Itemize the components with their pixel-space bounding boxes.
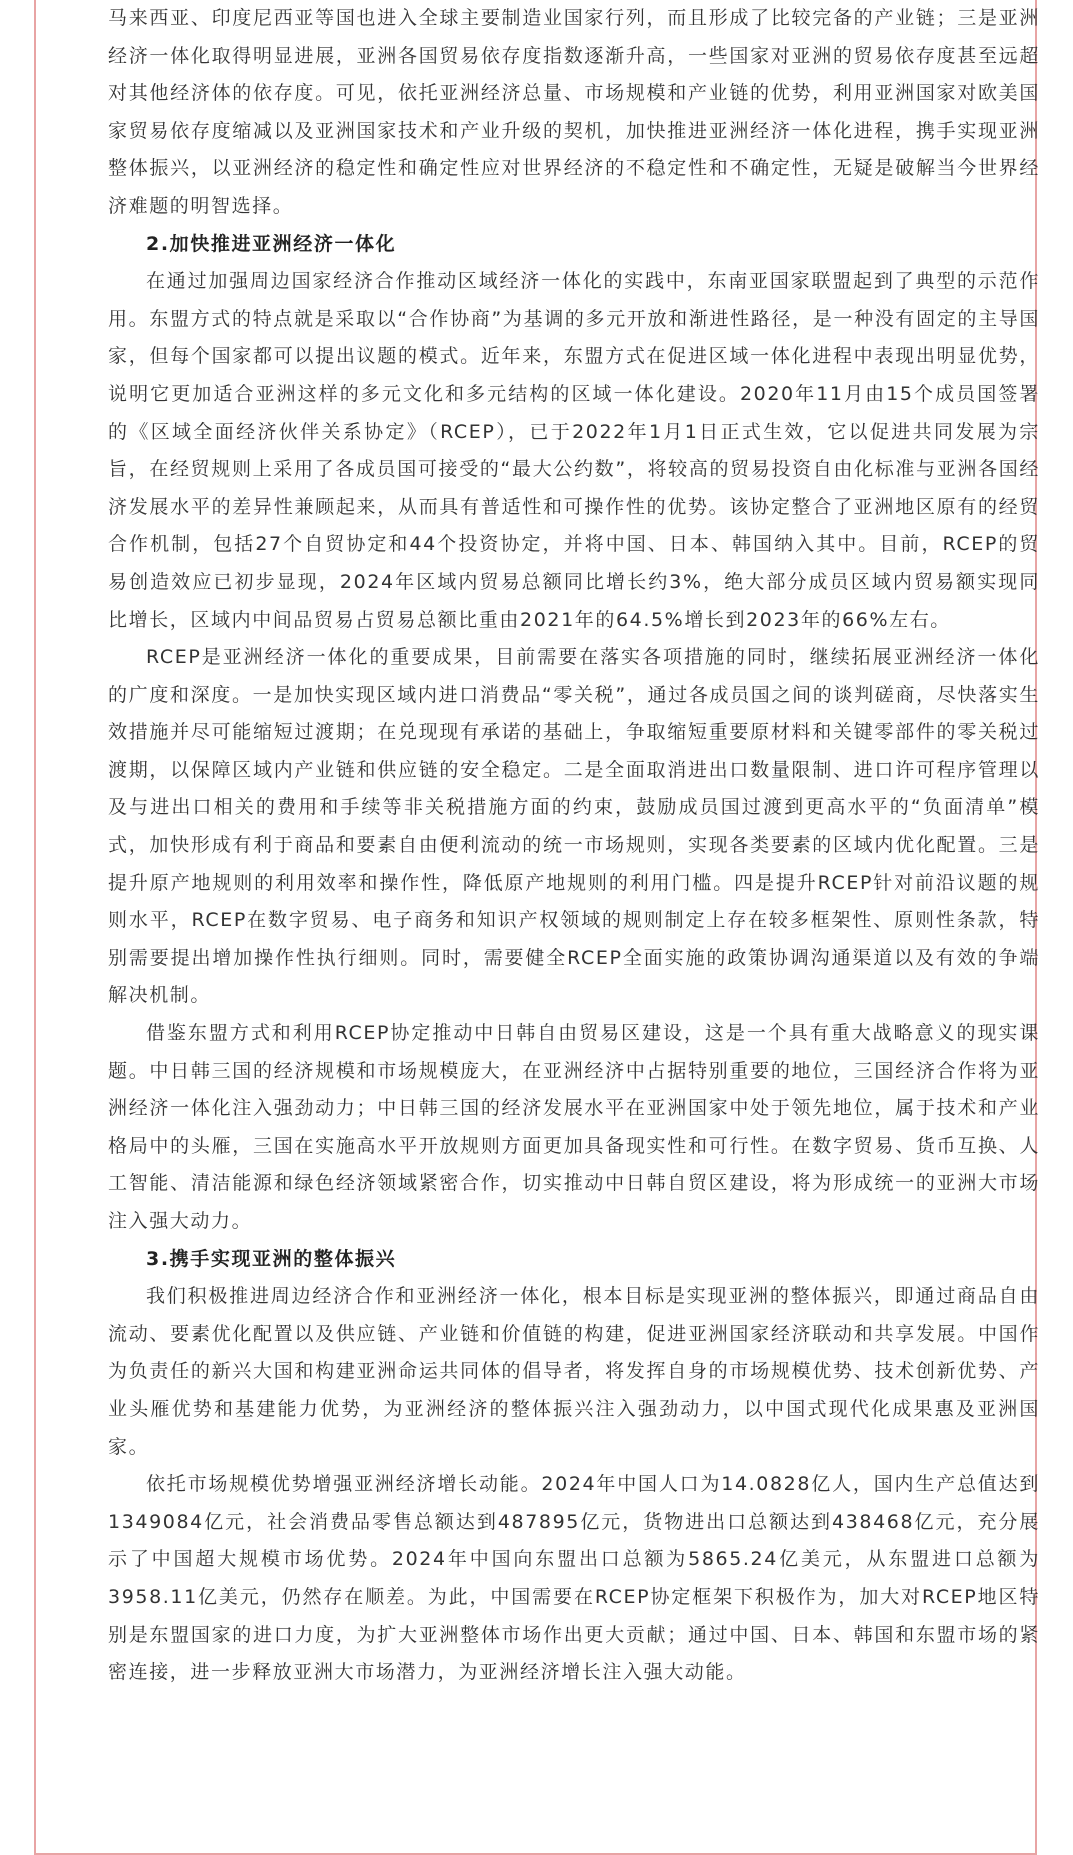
section-heading-3: 3.携手实现亚洲的整体振兴 bbox=[146, 1247, 397, 1270]
article-frame bbox=[34, 0, 1040, 1855]
paragraph-market-scale: 依托市场规模优势增强亚洲经济增长动能。2024年中国人口为14.0828亿人，国内生产总值达到1349084亿元，社会消费品零售总额达到487895亿元，货物进出口总额达到438468亿元，充分展示了中国超大规模市场优势。2024年中国向东盟出口总额为5865.24亿美元，从东盟进口总额为3958.11亿美元，仍然存在顺差。为此，中国需要在RCEP协定框架下积极作为，加大对RCEP地区特别是东盟国家的进口力度，为扩大亚洲整体市场作出更大贡献；通过中国、日本、韩国和东盟市场的紧密连接，进一步释放亚洲大市场潜力，为亚洲经济增长注入强大动能。 bbox=[108, 1473, 1040, 1684]
section-heading-2: 2.加快推进亚洲经济一体化 bbox=[146, 232, 397, 255]
paragraph-asia-revitalization: 我们积极推进周边经济合作和亚洲经济一体化，根本目标是实现亚洲的整体振兴，即通过商品自由流动、要素优化配置以及供应链、产业链和价值链的构建，促进亚洲国家经济联动和共享发展。中国作为负责任的新兴大国和构建亚洲命运共同体的倡导者，将发挥自身的市场规模优势、技术创新优势、产业头雁优势和基建能力优势，为亚洲经济的整体振兴注入强劲动力，以中国式现代化成果惠及亚洲国家。 bbox=[108, 1285, 1040, 1458]
paragraph-rcep-measures: RCEP是亚洲经济一体化的重要成果，目前需要在落实各项措施的同时，继续拓展亚洲经济一体化的广度和深度。一是加快实现区域内进口消费品“零关税”，通过各成员国之间的谈判磋商，尽快落实生效措施并尽可能缩短过渡期；在兑现现有承诺的基础上，争取缩短重要原材料和关键零部件的零关税过渡期，以保障区域内产业链和供应链的安全稳定。二是全面取消进出口数量限制、进口许可程序管理以及与进出口相关的费用和手续等非关税措施方面的约束，鼓励成员国过渡到更高水平的“负面清单”模式，加快形成有利于商品和要素自由便利流动的统一市场规则，实现各类要素的区域内优化配置。三是提升原产地规则的利用效率和操作性，降低原产地规则的利用门槛。四是提升RCEP针对前沿议题的规则水平，RCEP在数字贸易、电子商务和知识产权领域的规则制定上存在较多框架性、原则性条款，特别需要提出增加操作性执行细则。同时，需要健全RCEP全面实施的政策协调沟通渠道以及有效的争端解决机制。 bbox=[108, 646, 1040, 1007]
article-body bbox=[108, 0, 1040, 1692]
paragraph-cjk-fta: 借鉴东盟方式和利用RCEP协定推动中日韩自由贸易区建设，这是一个具有重大战略意义的现实课题。中日韩三国的经济规模和市场规模庞大，在亚洲经济中占据特别重要的地位，三国经济合作将为亚洲经济一体化注入强劲动力；中日韩三国的经济发展水平在亚洲国家中处于领先地位，属于技术和产业格局中的头雁，三国在实施高水平开放规则方面更加具备现实性和可行性。在数字贸易、货币互换、人工智能、清洁能源和绿色经济领域紧密合作，切实推动中日韩自贸区建设，将为形成统一的亚洲大市场注入强大动力。 bbox=[108, 1022, 1040, 1232]
paragraph-continuation: 马来西亚、印度尼西亚等国也进入全球主要制造业国家行列，而且形成了比较完备的产业链；三是亚洲经济一体化取得明显进展，亚洲各国贸易依存度指数逐渐升高，一些国家对亚洲的贸易依存度甚至远超对其他经济体的依存度。可见，依托亚洲经济总量、市场规模和产业链的优势，利用亚洲国家对欧美国家贸易依存度缩减以及亚洲国家技术和产业升级的契机，加快推进亚洲经济一体化进程，携手实现亚洲整体振兴，以亚洲经济的稳定性和确定性应对世界经济的不稳定性和不确定性，无疑是破解当今世界经济难题的明智选择。 bbox=[108, 7, 1040, 217]
paragraph-asean-rcep: 在通过加强周边国家经济合作推动区域经济一体化的实践中，东南亚国家联盟起到了典型的示范作用。东盟方式的特点就是采取以“合作协商”为基调的多元开放和渐进性路径，是一种没有固定的主导国家，但每个国家都可以提出议题的模式。近年来，东盟方式在促进区域一体化进程中表现出明显优势，说明它更加适合亚洲这样的多元文化和多元结构的区域一体化建设。2020年11月由15个成员国签署的《区域全面经济伙伴关系协定》（RCEP），已于2022年1月1日正式生效，它以促进共同发展为宗旨，在经贸规则上采用了各成员国可接受的“最大公约数”，将较高的贸易投资自由化标准与亚洲各国经济发展水平的差异性兼顾起来，从而具有普适性和可操作性的优势。该协定整合了亚洲地区原有的经贸合作机制，包括27个自贸协定和44个投资协定，并将中国、日本、韩国纳入其中。目前，RCEP的贸易创造效应已初步显现，2024年区域内贸易总额同比增长约3%，绝大部分成员区域内贸易额实现同比增长，区域内中间品贸易占贸易总额比重由2021年的64.5%增长到2023年的66%左右。 bbox=[108, 270, 1040, 631]
